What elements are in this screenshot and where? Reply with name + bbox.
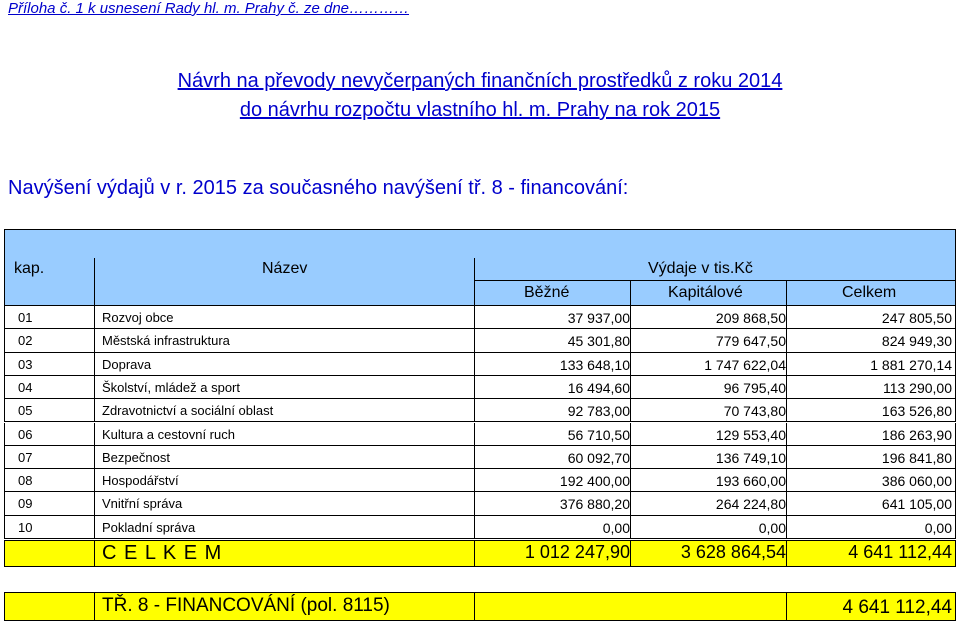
- financovani-value: 4 641 112,44: [842, 597, 952, 618]
- row-name: Rozvoj obce: [102, 310, 174, 325]
- row-name: Pokladní správa: [102, 519, 196, 535]
- row-code: 09: [18, 496, 33, 512]
- header-code: kap.: [14, 260, 45, 277]
- row-celkem: 113 290,00: [882, 379, 952, 396]
- total-row: [4, 540, 956, 567]
- document-caption: Příloha č. 1 k usnesení Rady hl. m. Prahy č. ze dne…………: [8, 0, 410, 17]
- row-name: Hospodářství: [102, 473, 179, 489]
- header-bezne: Běžné: [524, 284, 570, 301]
- row-bezne: 45 301,80: [567, 333, 630, 350]
- row-name: Zdravotnictví a sociální oblast: [102, 403, 274, 419]
- total-kapitalove: 3 628 864,54: [680, 542, 786, 562]
- title-line-1: Návrh na převody nevyčerpaných finančních prostředků z roku 2014: [177, 70, 783, 92]
- total-bezne: 1 012 247,90: [524, 542, 630, 562]
- row-celkem: 247 805,50: [881, 310, 952, 326]
- row-bezne: 37 937,00: [567, 310, 630, 326]
- table-row: [4, 376, 956, 399]
- table-row: [4, 516, 956, 539]
- row-celkem: 163 526,80: [881, 403, 952, 420]
- row-celkem: 824 949,30: [881, 333, 952, 350]
- row-kapitalove: 209 868,50: [715, 310, 786, 326]
- row-kapitalove: 136 749,10: [715, 449, 786, 466]
- total-celkem: 4 641 112,44: [848, 542, 952, 562]
- row-code: 01: [18, 310, 33, 325]
- row-code: 03: [18, 356, 33, 372]
- row-code: 05: [18, 403, 33, 419]
- row-celkem: 386 060,00: [881, 473, 952, 490]
- table-header: [4, 229, 956, 306]
- row-bezne: 192 400,00: [559, 473, 630, 490]
- row-kapitalove: 129 553,40: [715, 426, 786, 443]
- row-kapitalove: 70 743,80: [723, 403, 786, 420]
- header-celkem: Celkem: [842, 284, 897, 301]
- header-group: Výdaje v tis.Kč: [648, 260, 753, 277]
- row-name: Vnitřní správa: [102, 496, 183, 512]
- row-bezne: 16 494,60: [567, 379, 630, 396]
- row-celkem: 186 263,90: [881, 426, 952, 443]
- row-code: 06: [18, 426, 33, 442]
- row-celkem: 641 105,00: [881, 496, 952, 513]
- row-bezne: 376 880,20: [559, 496, 630, 513]
- row-celkem: 196 841,80: [881, 449, 952, 466]
- row-code: 10: [18, 519, 33, 535]
- row-kapitalove: 779 647,50: [715, 333, 786, 350]
- row-bezne: 60 092,70: [567, 449, 630, 466]
- row-name: Bezpečnost: [102, 449, 170, 465]
- title-line-2: do návrhu rozpočtu vlastního hl. m. Prahy na rok 2015: [239, 99, 721, 121]
- table-row: [4, 329, 956, 352]
- table-row: [4, 492, 956, 515]
- row-name: Doprava: [102, 356, 152, 372]
- table-row: [4, 446, 956, 469]
- table-row: [4, 423, 956, 446]
- header-kapitalove: Kapitálové: [668, 284, 743, 301]
- row-bezne: 133 648,10: [559, 356, 630, 373]
- row-kapitalove: 0,00: [758, 519, 786, 536]
- header-name: Název: [262, 260, 308, 277]
- row-bezne: 92 783,00: [567, 403, 630, 420]
- row-kapitalove: 264 224,80: [715, 496, 786, 513]
- row-celkem: 1 881 270,14: [870, 356, 952, 373]
- financovani-row: [4, 592, 956, 621]
- table-row: [4, 353, 956, 376]
- row-bezne: 56 710,50: [567, 426, 630, 443]
- financovani-label: TŘ. 8 - FINANCOVÁNÍ (pol. 8115): [102, 595, 390, 616]
- row-name: Městská infrastruktura: [102, 333, 230, 349]
- row-name: Kultura a cestovní ruch: [102, 426, 235, 442]
- row-code: 04: [18, 379, 33, 395]
- row-code: 02: [18, 333, 33, 349]
- table-row: [4, 306, 956, 329]
- table-row: [4, 469, 956, 492]
- row-celkem: 0,00: [924, 519, 952, 536]
- row-code: 07: [18, 449, 33, 465]
- subtitle: Navýšení výdajů v r. 2015 za současného navýšení tř. 8 - financování:: [8, 177, 629, 199]
- total-label: C E L K E M: [102, 542, 223, 564]
- row-code: 08: [18, 473, 33, 489]
- row-bezne: 0,00: [602, 519, 630, 536]
- row-kapitalove: 96 795,40: [723, 379, 786, 396]
- row-name: Školství, mládež a sport: [102, 379, 240, 395]
- row-kapitalove: 1 747 622,04: [704, 356, 786, 373]
- table-row: [4, 399, 956, 422]
- row-kapitalove: 193 660,00: [715, 473, 786, 490]
